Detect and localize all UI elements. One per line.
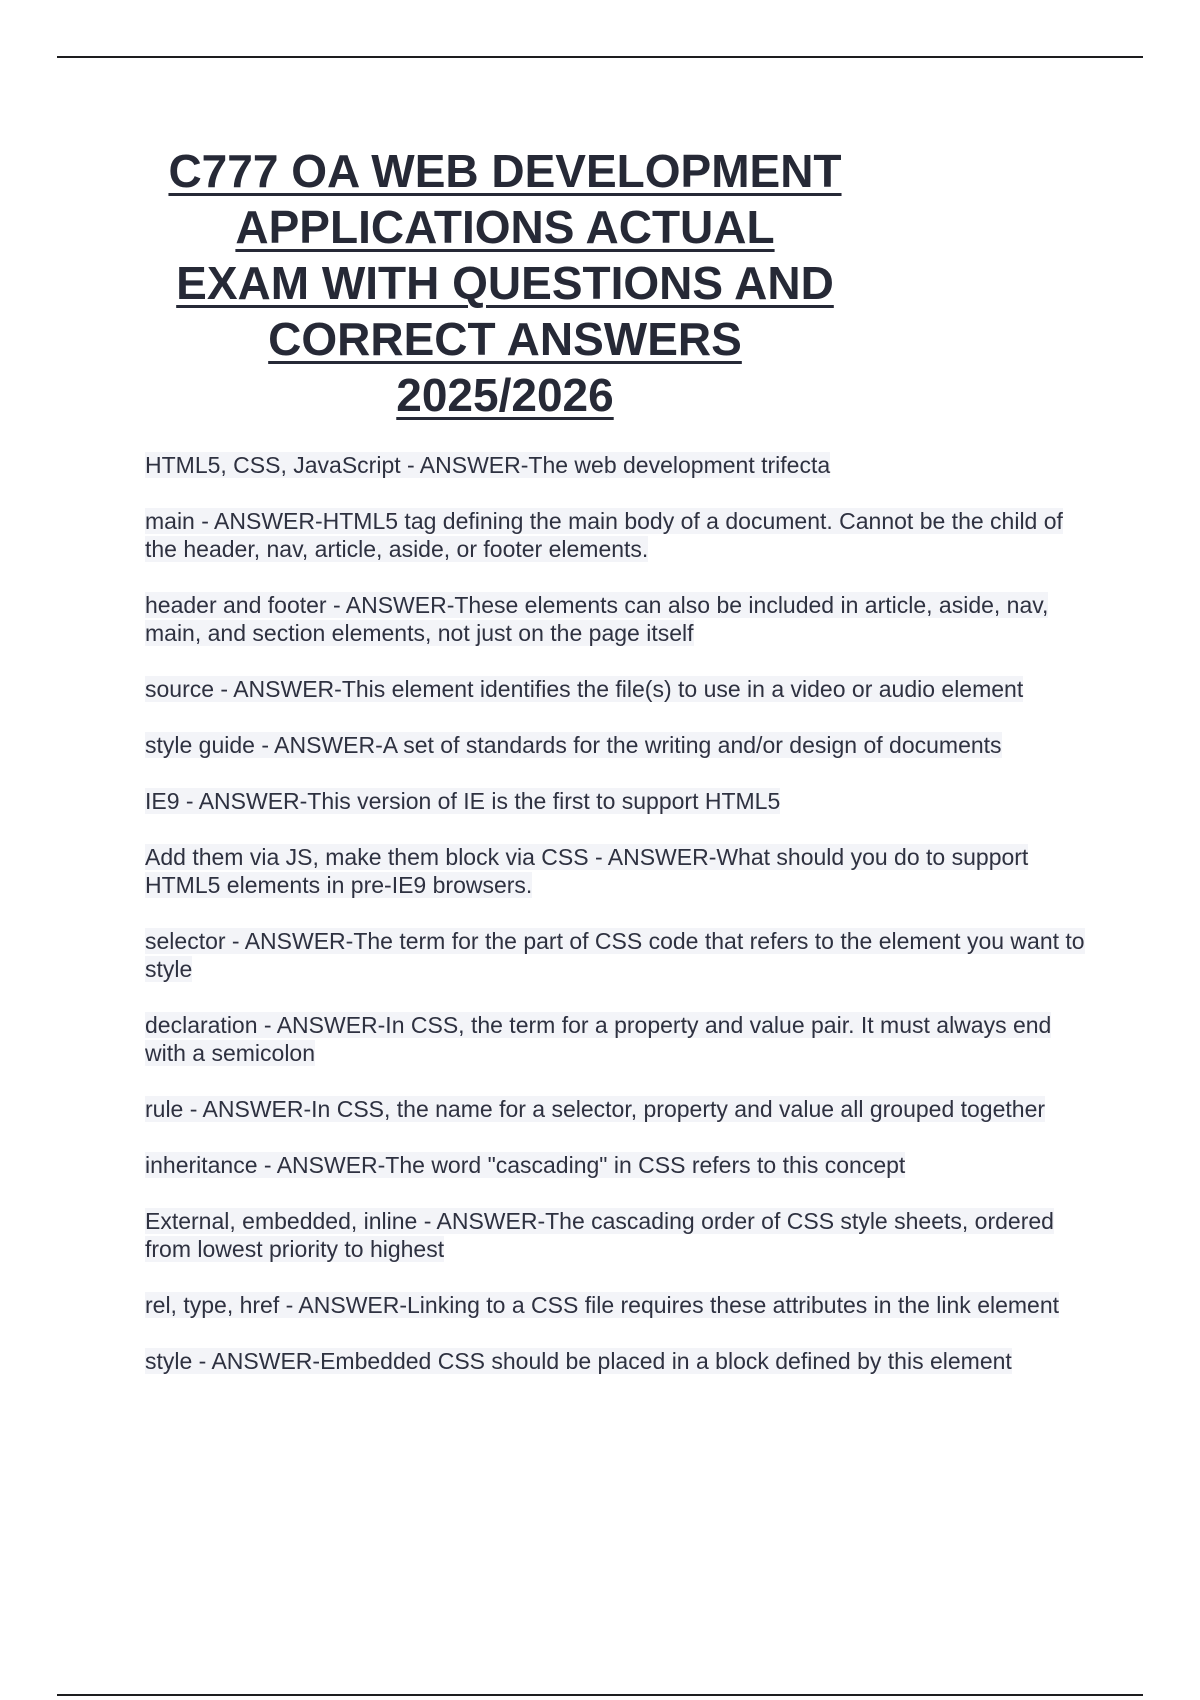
page-title [130, 143, 880, 423]
qa-text: declaration - ANSWER-In CSS, the term for a property and value pair. It must always end with a semicolon [145, 1012, 1052, 1066]
qa-item [145, 507, 1095, 563]
qa-item [145, 591, 1095, 647]
title-line: C777 OA WEB DEVELOPMENT [168, 145, 842, 197]
qa-text: source - ANSWER-This element identifies the file(s) to use in a video or audio element [145, 676, 1024, 702]
title-line: CORRECT ANSWERS [268, 313, 742, 365]
qa-text: rel, type, href - ANSWER-Linking to a CSS file requires these attributes in the link element [145, 1292, 1060, 1318]
qa-item [145, 1151, 1095, 1179]
qa-item [145, 787, 1095, 815]
qa-text: Add them via JS, make them block via CSS - ANSWER-What should you do to support HTML5 elements in pre-IE9 browsers. [145, 844, 1029, 898]
qa-list [145, 451, 1095, 1375]
qa-item [145, 843, 1095, 899]
qa-item [145, 451, 1095, 479]
qa-text: IE9 - ANSWER-This version of IE is the first to support HTML5 [145, 788, 781, 814]
qa-item [145, 1011, 1095, 1067]
top-divider [57, 56, 1143, 58]
qa-item [145, 1347, 1095, 1375]
qa-text: inheritance - ANSWER-The word "cascading" in CSS refers to this concept [145, 1152, 906, 1178]
qa-item [145, 1291, 1095, 1319]
qa-item [145, 927, 1095, 983]
qa-item [145, 731, 1095, 759]
bottom-divider [57, 1694, 1143, 1696]
qa-text: header and footer - ANSWER-These elements can also be included in article, aside, nav, main, and section elements, not just on the page itself [145, 592, 1049, 646]
title-line: 2025/2026 [396, 369, 614, 421]
qa-text: rule - ANSWER-In CSS, the name for a selector, property and value all grouped together [145, 1096, 1046, 1122]
qa-item [145, 675, 1095, 703]
qa-text: External, embedded, inline - ANSWER-The cascading order of CSS style sheets, ordered from lowest priority to highest [145, 1208, 1054, 1262]
title-line: EXAM WITH QUESTIONS AND [176, 257, 834, 309]
qa-item [145, 1207, 1095, 1263]
qa-text: selector - ANSWER-The term for the part of CSS code that refers to the element you want to style [145, 928, 1085, 982]
title-line: APPLICATIONS ACTUAL [235, 201, 775, 253]
qa-text: style guide - ANSWER-A set of standards for the writing and/or design of documents [145, 732, 1002, 758]
qa-item [145, 1095, 1095, 1123]
qa-text: main - ANSWER-HTML5 tag defining the main body of a document. Cannot be the child of the header, nav, article, aside, or footer elements. [145, 508, 1063, 562]
qa-text: style - ANSWER-Embedded CSS should be placed in a block defined by this element [145, 1348, 1012, 1374]
qa-text: HTML5, CSS, JavaScript - ANSWER-The web development trifecta [145, 452, 831, 478]
